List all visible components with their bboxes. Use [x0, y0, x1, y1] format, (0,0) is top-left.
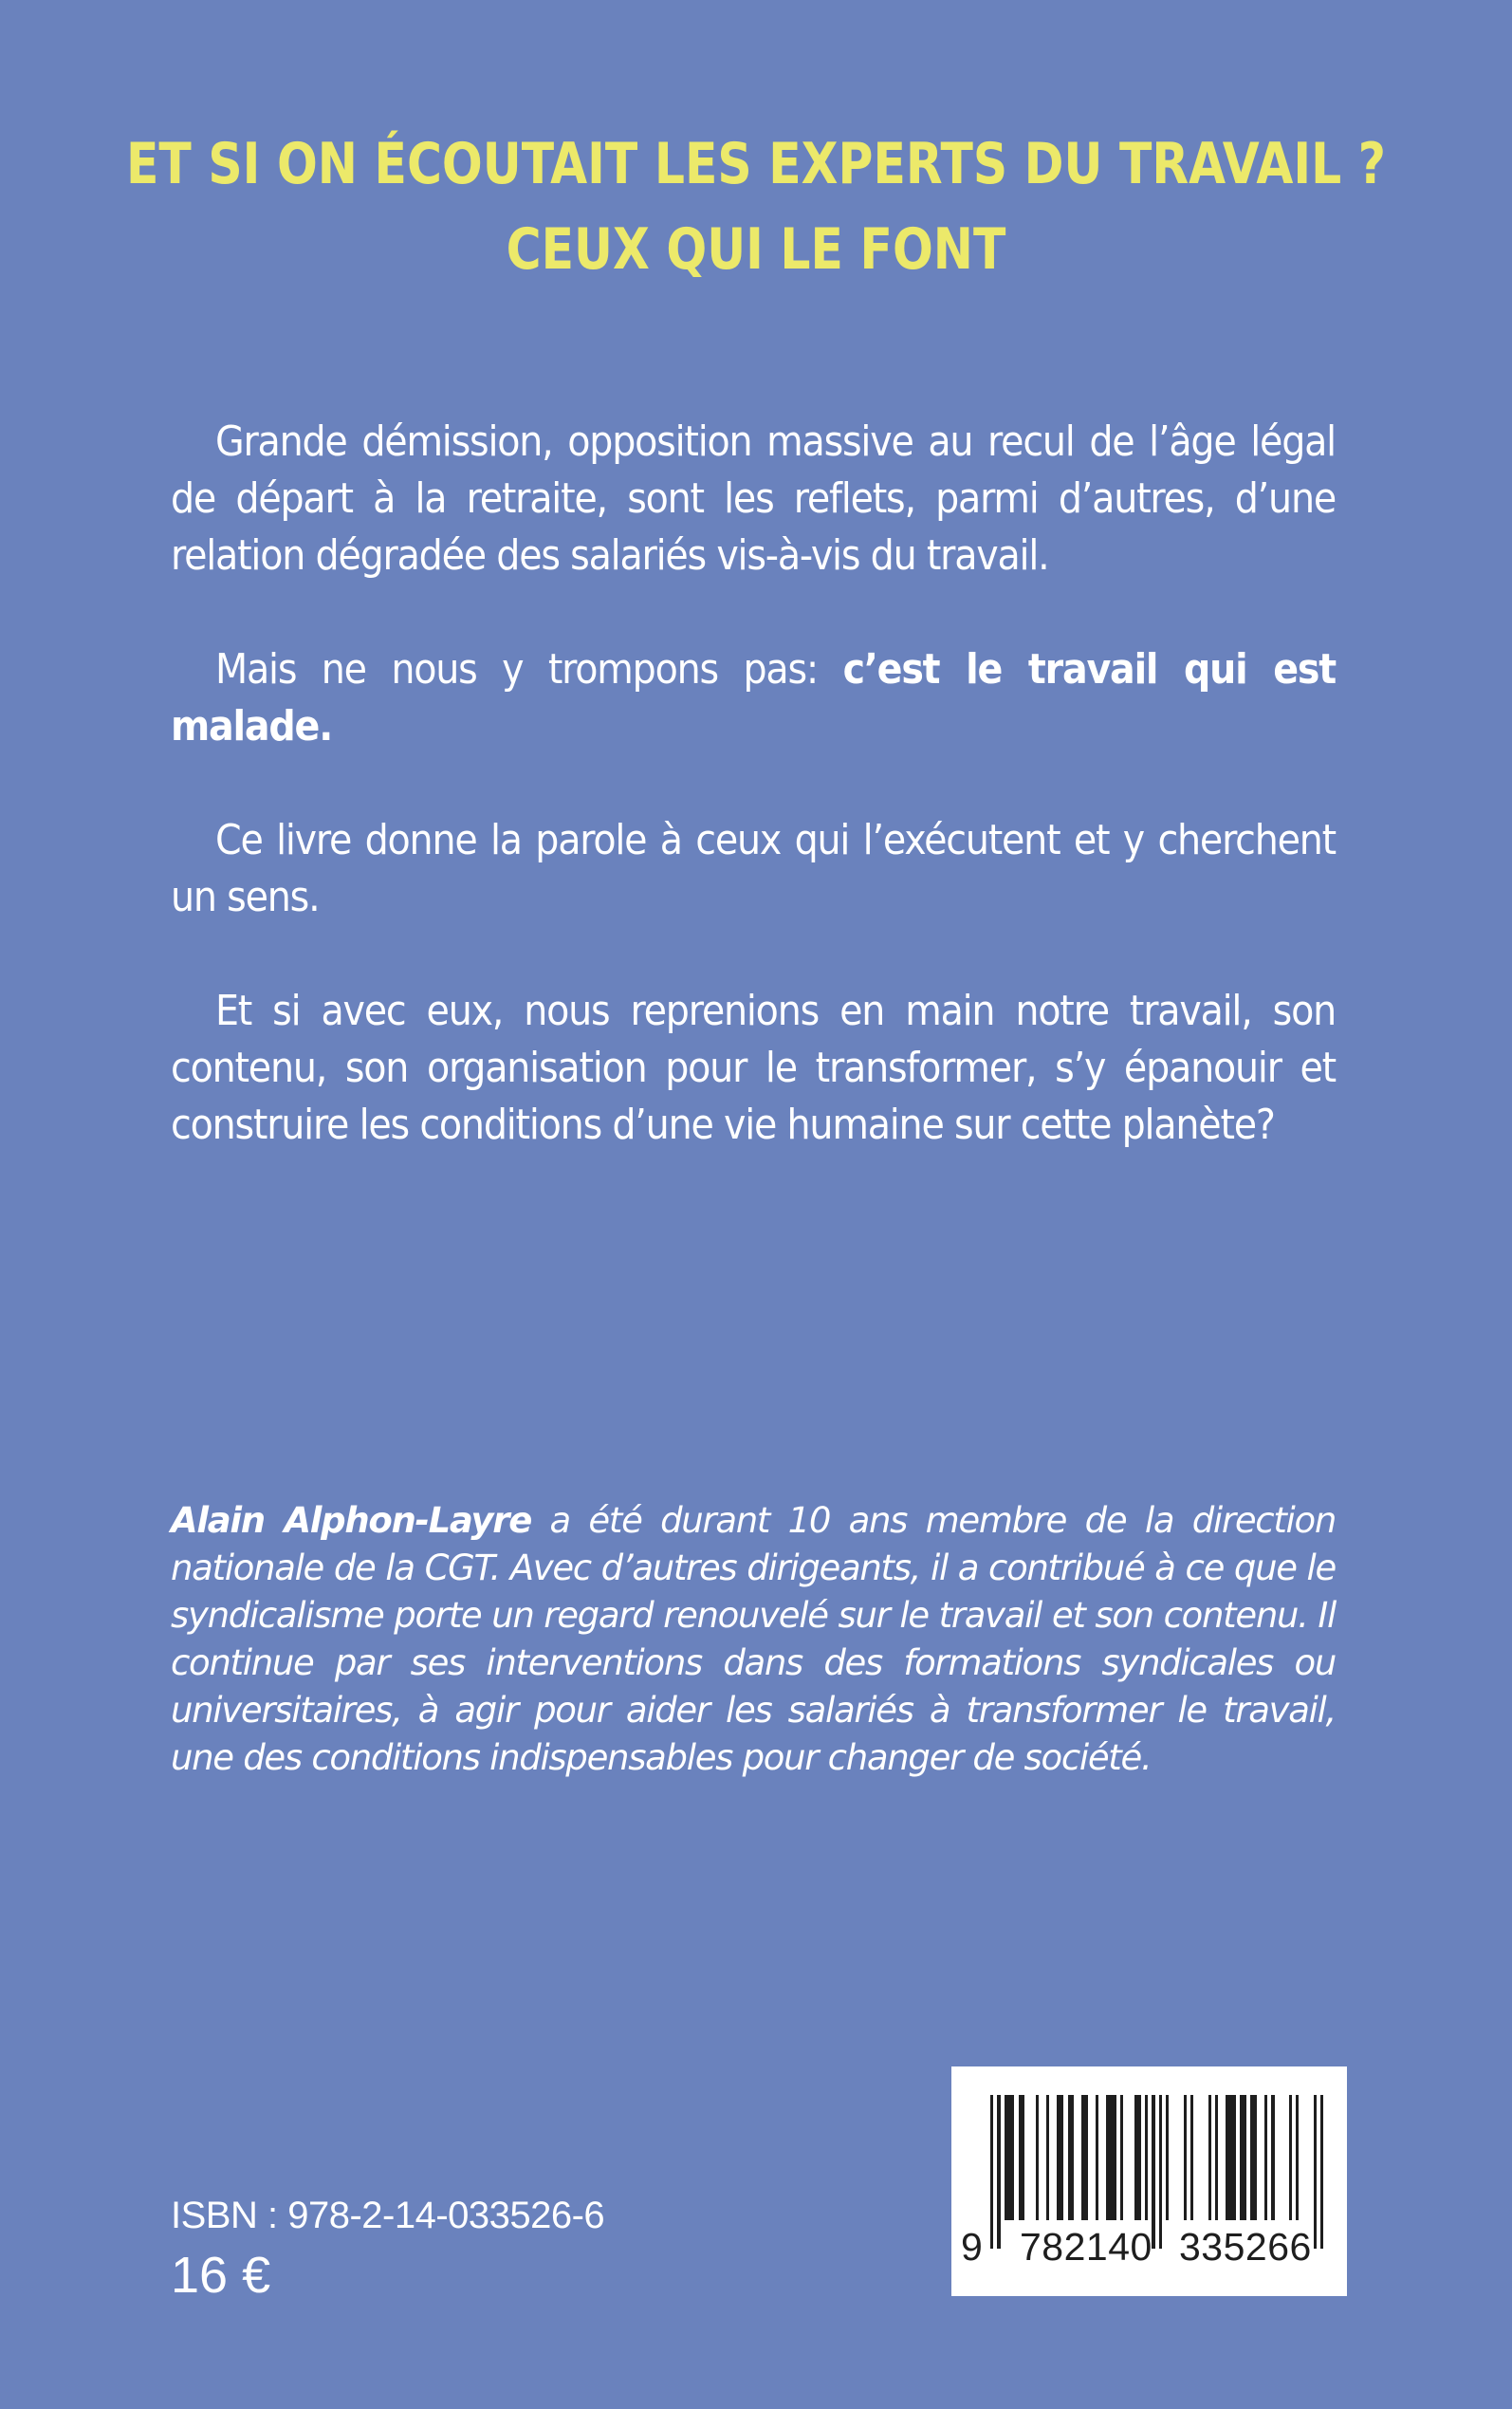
title-line-1: ET SI ON ÉCOUTAIT LES EXPERTS DU TRAVAIL ? [125, 131, 1386, 197]
barcode-bar [1005, 2095, 1015, 2220]
barcode-digits-right: 335266 [1179, 2225, 1312, 2269]
barcode-bar [1289, 2095, 1292, 2220]
barcode-bar [1166, 2095, 1169, 2220]
blurb-emphasis: c’est le travail qui est malade. [171, 645, 1336, 750]
barcode-bar [1057, 2095, 1063, 2220]
blurb-paragraph-4: Et si avec eux, nous reprenions en main notre travail, son contenu, son organisation pour le transformer, s’y épanouir et construire les conditions d’une vie humaine sur cette planète? [171, 987, 1336, 1149]
barcode-bar [1215, 2095, 1218, 2220]
barcode-bar [1068, 2095, 1075, 2220]
barcode-bar [1264, 2095, 1267, 2220]
barcode-bar [1106, 2095, 1116, 2220]
barcode-bar [1184, 2095, 1187, 2220]
barcode-bar [1096, 2095, 1098, 2220]
barcode-guard-bar [1159, 2095, 1162, 2249]
barcode-bar [1250, 2095, 1257, 2220]
barcode-bar [1190, 2095, 1193, 2220]
blurb-paragraph-1: Grande démission, opposition massive au recul de l’âge légal de départ à la retraite, sont les reflets, parmi d’autres, d’une relation dégradée des salariés vis-à-vis du travail. [171, 417, 1336, 580]
author-bio-text: a été durant 10 ans membre de la direction nationale de la CGT. Avec d’autres dirigeants, il a contribué à ce que le syndicalisme porte un regard renouvelé sur le travail et son contenu. Il continue par ses interventions dans des formations syndicales ou universitaires, à agir pour aider les salariés à transformer le travail, une des conditions indispensables pour changer de société. [171, 1500, 1336, 1778]
barcode-bar [1226, 2095, 1236, 2220]
cover-title [0, 121, 1512, 292]
author-bio [171, 1497, 1336, 1782]
barcode-bar [1271, 2095, 1274, 2220]
author-name: Alain Alphon-Layre [171, 1500, 531, 1541]
barcode-digits-left: 782140 [1020, 2225, 1152, 2269]
title-line-2: CEUX QUI LE FONT [506, 216, 1006, 283]
barcode-bar [1145, 2095, 1148, 2220]
blurb-paragraph-3: Ce livre donne la parole à ceux qui l’exécutent et y cherchent un sens. [171, 816, 1336, 921]
barcode-guard-bar [1314, 2095, 1317, 2249]
barcode-guard-bar [997, 2095, 1000, 2249]
ean13-barcode [951, 2066, 1347, 2296]
price: 16 € [171, 2247, 271, 2304]
barcode-bar [1296, 2095, 1299, 2220]
blurb [171, 414, 1336, 1211]
barcode-digit-first: 9 [961, 2225, 984, 2269]
barcode-guard-bar [1152, 2095, 1154, 2249]
barcode-bar [1019, 2095, 1025, 2220]
barcode-bar [1208, 2095, 1211, 2220]
barcode-guard-bar [990, 2095, 993, 2249]
barcode-guard-bar [1320, 2095, 1323, 2249]
barcode-bar [1046, 2095, 1049, 2220]
barcode-bar [1036, 2095, 1039, 2220]
barcode-bar [1081, 2095, 1088, 2220]
barcode-bar [1134, 2095, 1141, 2220]
barcode-bar [1120, 2095, 1123, 2220]
blurb-paragraph-2: Mais ne nous y trompons pas: c’est le travail qui est malade. [171, 645, 1336, 750]
barcode-bar [1240, 2095, 1246, 2220]
isbn: ISBN : 978-2-14-033526-6 [171, 2195, 605, 2236]
